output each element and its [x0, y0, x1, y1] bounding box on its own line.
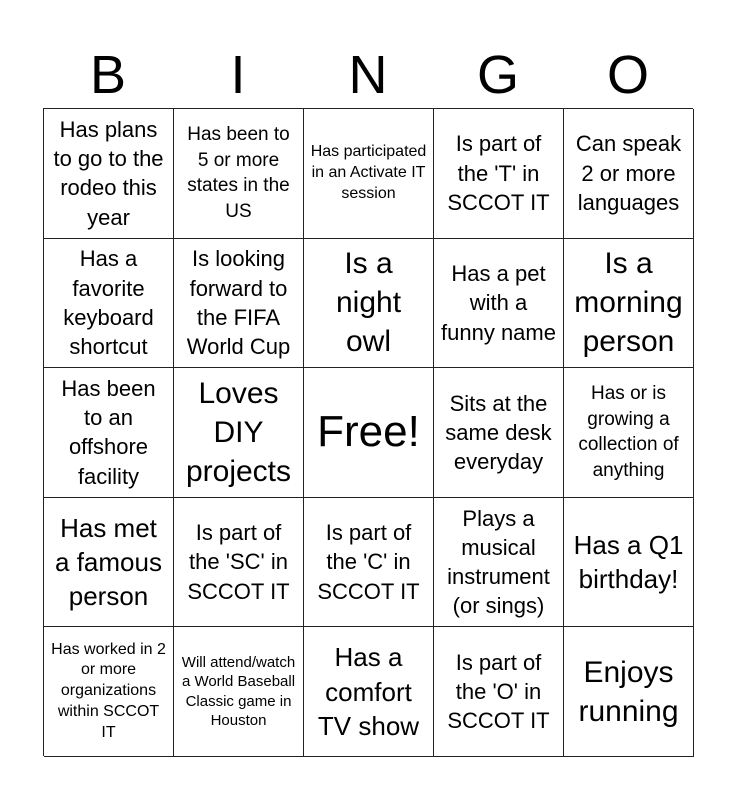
bingo-cell-text: Enjoys running	[578, 655, 679, 728]
bingo-grid	[43, 108, 693, 756]
bingo-cell-text: Is part of the 'O' in SCCOT IT	[447, 649, 550, 734]
bingo-cell-text: Sits at the same desk everyday	[445, 390, 552, 475]
bingo-cell-text: Has a Q1 birthday!	[573, 529, 684, 595]
header-letter-g: G	[476, 45, 519, 105]
bingo-cell-text: Has a pet with a funny name	[441, 261, 556, 345]
bingo-cell-text: Is a morning person	[574, 247, 683, 359]
header-letter-o: O	[606, 45, 649, 105]
bingo-cell-text: Will attend/watch a World Baseball Classic game in Houston	[181, 653, 296, 730]
bingo-cell-text: Has met a famous person	[55, 512, 162, 612]
free-space-text: Free!	[317, 407, 420, 457]
bingo-cell-text: Has worked in 2 or more organizations within SCCOT IT	[51, 640, 166, 741]
bingo-cell-text: Is a night owl	[335, 247, 402, 359]
bingo-cell[interactable]	[174, 368, 304, 498]
bingo-cell[interactable]	[434, 109, 564, 239]
bingo-cell-text: Loves DIY projects	[185, 376, 292, 488]
bingo-cell[interactable]	[174, 498, 304, 628]
bingo-cell-text: Has or is growing a collection of anything	[578, 383, 679, 482]
bingo-cell[interactable]	[434, 239, 564, 369]
header-letter-n: N	[348, 45, 388, 105]
bingo-cell[interactable]	[564, 239, 694, 369]
bingo-cell-text: Is part of the 'C' in SCCOT IT	[317, 520, 420, 604]
bingo-cell[interactable]	[564, 498, 694, 628]
bingo-cell[interactable]	[44, 627, 174, 757]
bingo-cell-text: Is part of the 'T' in SCCOT IT	[447, 131, 550, 215]
bingo-cell[interactable]	[564, 627, 694, 757]
bingo-cell-text: Has participated in an Activate IT session	[310, 143, 427, 202]
bingo-cell-text: Has a comfort TV show	[317, 642, 420, 741]
bingo-cell-text: Plays a musical instrument (or sings)	[447, 505, 550, 619]
bingo-cell[interactable]	[434, 627, 564, 757]
bingo-cell[interactable]	[174, 627, 304, 757]
bingo-header	[43, 42, 693, 108]
bingo-cell[interactable]	[564, 109, 694, 239]
bingo-cell-text: Has been to 5 or more states in the US	[187, 124, 290, 222]
bingo-cell-text: Can speak 2 or more languages	[575, 131, 682, 215]
bingo-cell-text: Has been to an offshore facility	[61, 375, 156, 489]
header-letter-i: I	[230, 45, 246, 105]
bingo-cell[interactable]	[564, 368, 694, 498]
bingo-cell[interactable]	[304, 627, 434, 757]
free-space-cell[interactable]	[304, 368, 434, 498]
bingo-cell[interactable]	[44, 498, 174, 628]
bingo-cell-text: Is looking forward to the FIFA World Cup	[186, 246, 291, 360]
bingo-cell[interactable]	[304, 239, 434, 369]
bingo-cell[interactable]	[434, 368, 564, 498]
bingo-cell[interactable]	[174, 109, 304, 239]
bingo-cell-text: Is part of the 'SC' in SCCOT IT	[187, 520, 290, 604]
bingo-cell[interactable]	[44, 239, 174, 369]
bingo-cell[interactable]	[304, 109, 434, 239]
bingo-cell[interactable]	[44, 368, 174, 498]
bingo-cell[interactable]	[44, 109, 174, 239]
bingo-cell[interactable]	[174, 239, 304, 369]
bingo-cell[interactable]	[304, 498, 434, 628]
bingo-cell-text: Has a favorite keyboard shortcut	[63, 246, 154, 360]
bingo-cell[interactable]	[434, 498, 564, 628]
bingo-cell-text: Has plans to go to the rodeo this year	[53, 116, 164, 230]
header-letter-b: B	[89, 45, 127, 105]
